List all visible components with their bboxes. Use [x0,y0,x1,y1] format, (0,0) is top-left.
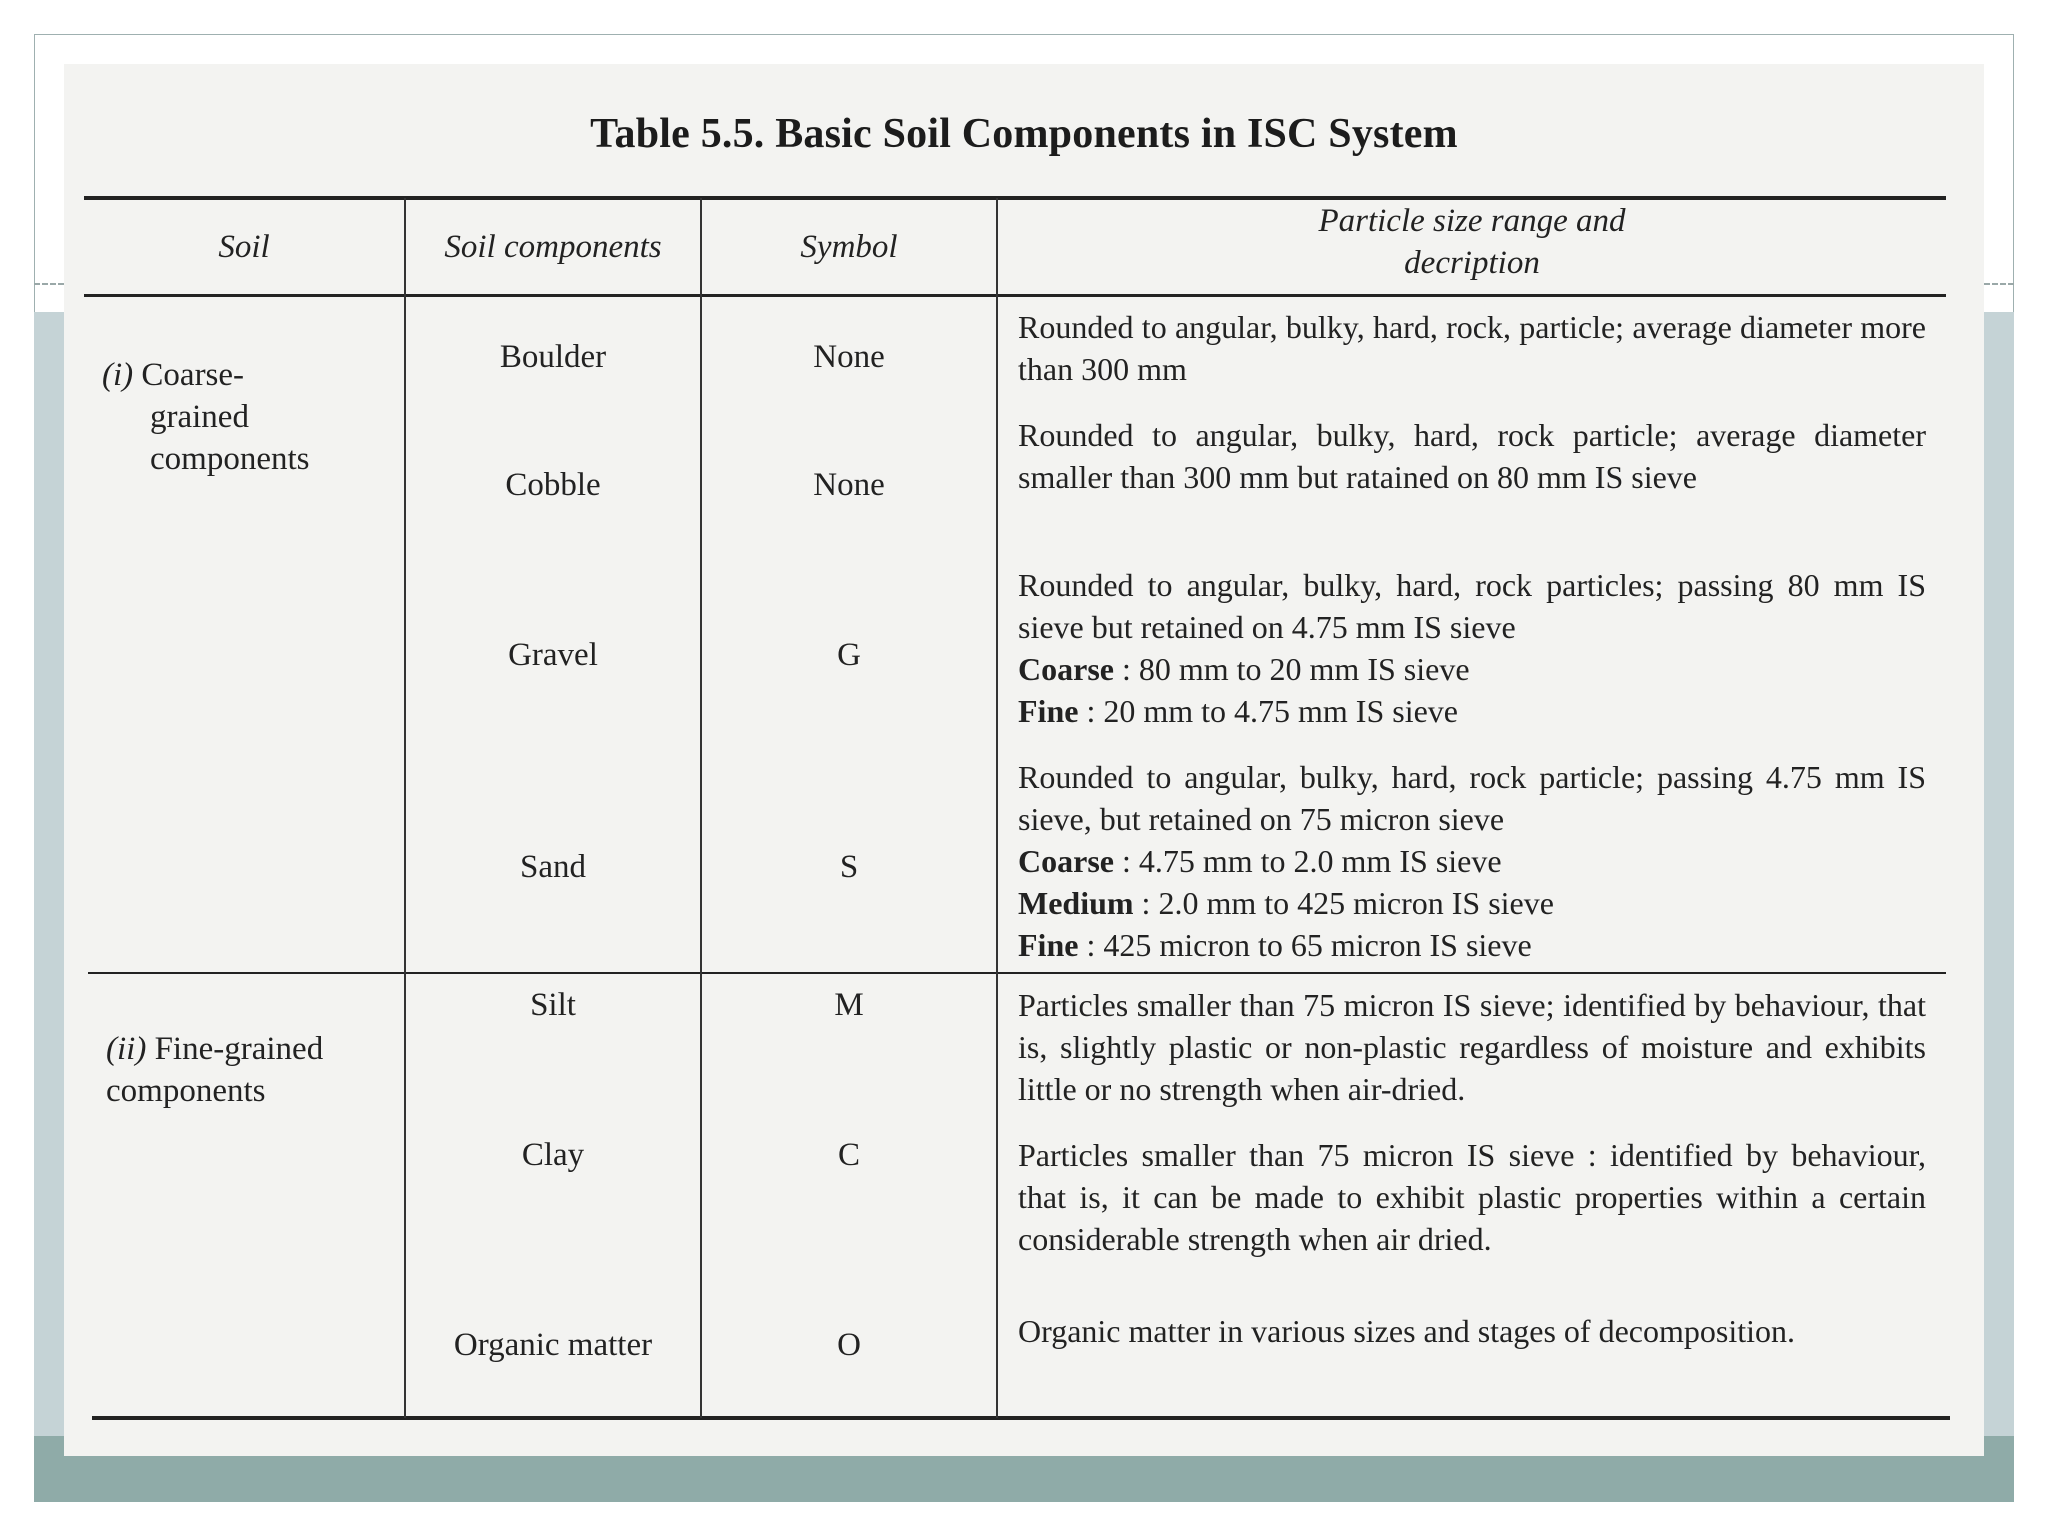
header-description-line-1: Particle size range and [1318,203,1626,239]
symbol-cobble: None [813,467,885,503]
gravel-sub-fine-text: 20 mm to 4.75 mm IS sieve [1103,693,1458,729]
group-coarse-label-3: components [150,441,310,477]
header-description-line-2: decription [1404,245,1540,281]
description-sand [1018,756,1926,966]
table-caption: Table 5.5. Basic Soil Components in ISC System [590,111,1458,157]
gravel-sub-coarse-label: Coarse [1018,651,1114,687]
bottom-rule [92,1416,1950,1420]
group-divider-rule [88,972,1946,974]
gravel-sub-coarse [1018,648,1926,690]
component-cobble: Cobble [505,467,601,503]
column-divider-3 [996,198,998,1418]
description-cobble-text: Rounded to angular, bulky, hard, rock particle; average diameter smaller than 300 mm but ratained on 80 mm IS sieve [1018,417,1926,495]
symbol-organic-matter: O [837,1327,861,1363]
column-divider-2 [700,198,702,1418]
sand-sub-medium-text: 2.0 mm to 425 micron IS sieve [1158,885,1554,921]
gravel-sub-coarse-sep: : [1113,651,1139,687]
gravel-sub-fine [1018,690,1926,732]
description-clay-text: Particles smaller than 75 micron IS sieve : identified by behaviour, that is, it can be made to exhibit plastic properties within a certain considerable strength when air dried. [1018,1137,1926,1257]
header-symbol: Symbol [800,229,898,265]
group-fine-grained [106,1028,323,1112]
group-coarse-label-2: grained [150,399,249,435]
column-divider-1 [404,198,406,1418]
description-silt [1018,984,1926,1110]
description-boulder [1018,306,1926,390]
description-gravel [1018,564,1926,732]
scanned-table-image [64,64,1984,1456]
description-sand-text: Rounded to angular, bulky, hard, rock particle; passing 4.75 mm IS sieve, but retained on 75 micron sieve [1018,759,1926,837]
symbol-gravel: G [837,637,861,673]
description-organic-matter [1018,1310,1926,1352]
group-fine-label-1: Fine-grained [154,1031,324,1067]
header-rule [84,294,1946,297]
header-soil-components: Soil components [444,229,662,265]
slide-guide-left [34,283,64,285]
symbol-silt: M [834,987,864,1023]
component-boulder: Boulder [499,339,607,375]
description-silt-text: Particles smaller than 75 micron IS sieve; identified by behaviour, that is, slightly plastic or non-plastic regardless of moisture and exhibits little or no strength when air-dried. [1018,987,1926,1107]
group-coarse-label-1: Coarse- [141,357,245,393]
slide-guide-right [1984,283,2014,285]
group-coarse-grained [102,354,309,480]
symbol-clay: C [837,1137,860,1173]
description-organic-matter-text: Organic matter in various sizes and stages of decomposition. [1018,1313,1795,1349]
sand-sub-fine-sep: : [1078,927,1104,963]
sand-sub-fine-label: Fine [1018,927,1079,963]
sand-sub-medium [1018,882,1926,924]
sand-sub-medium-label: Medium [1018,885,1134,921]
gravel-sub-fine-label: Fine [1018,693,1079,729]
group-fine-roman: (ii) [106,1031,147,1067]
component-gravel: Gravel [508,637,598,673]
component-organic-matter: Organic matter [453,1327,653,1363]
sand-sub-coarse [1018,840,1926,882]
component-silt: Silt [530,987,576,1023]
sand-sub-medium-sep: : [1133,885,1159,921]
header-soil: Soil [218,229,270,265]
sand-sub-coarse-label: Coarse [1018,843,1114,879]
gravel-sub-fine-sep: : [1078,693,1104,729]
group-fine-label-2: components [106,1073,266,1109]
component-clay: Clay [521,1137,585,1173]
group-coarse-roman: (i) [102,357,134,393]
description-boulder-text: Rounded to angular, bulky, hard, rock, particle; average diameter more than 300 mm [1018,309,1926,387]
description-gravel-text: Rounded to angular, bulky, hard, rock particles; passing 80 mm IS sieve but retained on 4.75 mm IS sieve [1018,567,1926,645]
sand-sub-coarse-sep: : [1113,843,1139,879]
component-sand: Sand [520,849,586,885]
sand-sub-fine [1018,924,1926,966]
symbol-boulder: None [813,339,885,375]
symbol-sand: S [839,849,859,885]
sand-sub-fine-text: 425 micron to 65 micron IS sieve [1103,927,1532,963]
header-description [998,200,1946,284]
sand-sub-coarse-text: 4.75 mm to 2.0 mm IS sieve [1138,843,1502,879]
description-cobble [1018,414,1926,498]
gravel-sub-coarse-text: 80 mm to 20 mm IS sieve [1138,651,1470,687]
description-clay [1018,1134,1926,1260]
